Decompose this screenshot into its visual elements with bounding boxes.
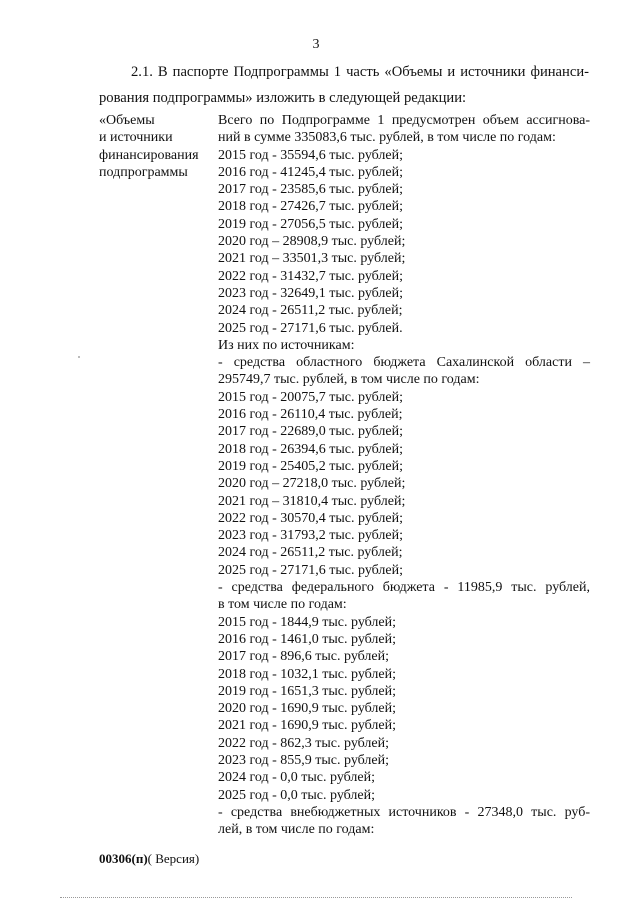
content-line: 2016 год - 26110,4 тыс. рублей; — [218, 407, 403, 423]
content-line: 2022 год - 30570,4 тыс. рублей; — [218, 510, 404, 526]
content-line: 2016 год - 41245,4 тыс. рублей; — [218, 164, 404, 180]
label-line: подпрограммы — [99, 164, 188, 180]
content-line: 2024 год - 26511,2 тыс. рублей; — [218, 303, 403, 319]
content-line: лей, в том числе по годам: — [218, 822, 375, 838]
content-line: 2017 год - 896,6 тыс. рублей; — [218, 649, 390, 665]
content-line: 2015 год - 1844,9 тыс. рублей; — [218, 614, 397, 630]
content-line: 2019 год - 27056,5 тыс. рублей; — [218, 216, 404, 232]
content-line: 295749,7 тыс. рублей, в том числе по годам: — [218, 372, 480, 388]
document-code: 00306(п) — [99, 851, 148, 866]
document-footer — [99, 851, 199, 867]
label-column — [99, 112, 211, 181]
content-line: 2016 год - 1461,0 тыс. рублей; — [218, 631, 397, 647]
content-line: 2021 год – 33501,3 тыс. рублей; — [218, 251, 406, 267]
content-line: 2019 год - 1651,3 тыс. рублей; — [218, 683, 397, 699]
content-line: ний в сумме 335083,6 тыс. рублей, в том числе по годам: — [218, 130, 556, 146]
content-line: 2025 год - 27171,6 тыс. рублей. — [218, 320, 403, 336]
content-line: 2023 год - 855,9 тыс. рублей; — [218, 752, 390, 768]
label-line: и источники — [99, 130, 173, 146]
content-line: 2018 год - 1032,1 тыс. рублей; — [218, 666, 397, 682]
bottom-divider — [60, 897, 572, 898]
content-line: 2020 год – 27218,0 тыс. рублей; — [218, 476, 406, 492]
content-line: в том числе по годам: — [218, 597, 347, 613]
content-line: - средства федерального бюджета - 11985,9 тыс. рублей, — [218, 580, 590, 596]
content-line: - средства внебюджетных источников - 27348,0 тыс. руб- — [218, 804, 590, 820]
content-line: 2022 год - 862,3 тыс. рублей; — [218, 735, 390, 751]
content-line: 2021 год - 1690,9 тыс. рублей; — [218, 718, 397, 734]
document-version: ( Версия) — [147, 851, 200, 866]
content-line: 2017 год - 23585,6 тыс. рублей; — [218, 182, 404, 198]
content-line: 2023 год - 32649,1 тыс. рублей; — [218, 285, 404, 301]
content-line: 2022 год - 31432,7 тыс. рублей; — [218, 268, 404, 284]
content-line: 2020 год - 1690,9 тыс. рублей; — [218, 701, 397, 717]
content-line: 2018 год - 27426,7 тыс. рублей; — [218, 199, 404, 215]
content-line: 2015 год - 35594,6 тыс. рублей; — [218, 147, 404, 163]
content-line: 2017 год - 22689,0 тыс. рублей; — [218, 424, 404, 440]
content-line: 2023 год - 31793,2 тыс. рублей; — [218, 528, 404, 544]
content-line: 2024 год - 0,0 тыс. рублей; — [218, 770, 376, 786]
content-line: Всего по Подпрограмме 1 предусмотрен объем ассигнова- — [218, 113, 590, 128]
content-line: 2025 год - 0,0 тыс. рублей; — [218, 787, 376, 803]
content-line: 2025 год - 27171,6 тыс. рублей; — [218, 562, 404, 578]
content-line: 2015 год - 20075,7 тыс. рублей; — [218, 389, 404, 405]
content-column — [218, 112, 590, 838]
content-line: 2024 год - 26511,2 тыс. рублей; — [218, 545, 403, 561]
content-line: - средства областного бюджета Сахалинской области – — [218, 355, 590, 371]
content-line: 2021 год – 31810,4 тыс. рублей; — [218, 493, 406, 509]
content-line: 2019 год - 25405,2 тыс. рублей; — [218, 458, 404, 474]
intro-paragraph-line-1: 2.1. В паспорте Подпрограммы 1 часть «Объемы и источники финанси- — [131, 64, 589, 80]
content-line: 2018 год - 26394,6 тыс. рублей; — [218, 441, 404, 457]
label-line: финансирования — [99, 147, 199, 163]
scan-speck — [78, 356, 80, 358]
page-number: 3 — [312, 37, 320, 52]
content-line: Из них по источникам: — [218, 337, 355, 353]
intro-paragraph-line-2: рования подпрограммы» изложить в следующей редакции: — [99, 90, 467, 106]
label-line: «Объемы — [99, 113, 155, 128]
content-line: 2020 год – 28908,9 тыс. рублей; — [218, 234, 406, 250]
